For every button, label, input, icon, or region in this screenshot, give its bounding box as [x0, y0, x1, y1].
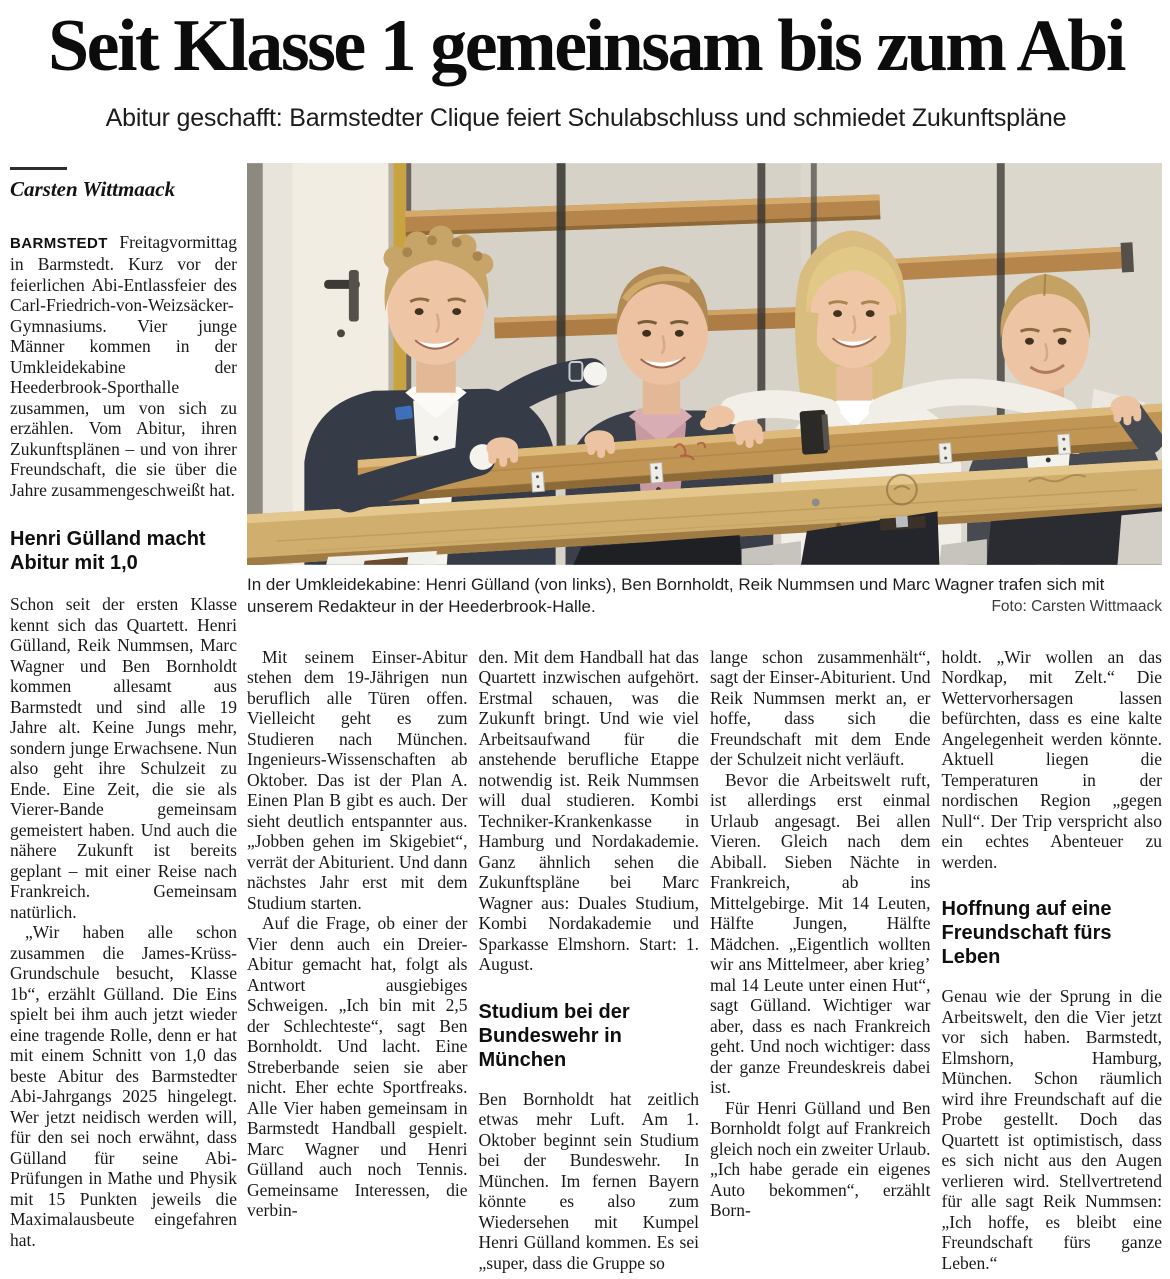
dateline: BARMSTEDT: [10, 234, 108, 252]
column-subhead: Hoffnung auf eine Freundschaft fürs Leben: [941, 898, 1112, 969]
photo-illustration: [247, 163, 1162, 565]
column-2: [247, 647, 468, 1274]
column-subhead: Henri Gülland macht Abitur mit 1,0: [10, 528, 206, 575]
body-paragraph: „Wir haben alle schon zusammen die James-Krüss-Grundschule besucht, Klasse 1b“, erzählt Gülland. Die Eins spielt bei ihm auch jetzt wieder eine tragende Rolle, denn er hat mit einem Schnitt von 1,0 das beste Abitur des Barmstedter Abi-Jahrgangs 2025 hingelegt. Wer jetzt neidisch werden will, für den sei noch erwähnt, dass Gülland für seine Abi-Prüfungen in Mathe und Physik mit 15 Punkten jeweils die Maximalausbeute eingefahren hat.: [10, 922, 237, 1250]
body-paragraph: lange schon zusammenhält“, sagt der Einser-Abiturient. Und Reik Nummsen merkt an, er hoffe, dass sich die Freundschaft mit dem Ende der Schulzeit nicht verläuft.: [710, 646, 931, 770]
body-paragraph: Ben Bornholdt hat zeitlich etwas mehr Luft. Am 1. Oktober beginnt sein Studium bei der Bundeswehr. In München. Im fernen Bayern könnte es also zum Wiedersehen mit Kumpel Henri Gülland kommen. Es sei „super, dass die Gruppe so: [478, 1088, 699, 1273]
body-paragraph: holdt. „Wir wollen an das Nordkap, mit Zelt.“ Die Wettervorhersagen lassen befürchten, dass es eine kalte Angelegenheit werden könnte. Aktuell liegen die Temperaturen in der nordischen Region „gegen Null“. Der Trip verspricht also ein echtes Abenteuer zu werden.: [941, 646, 1162, 872]
article-photo: [247, 163, 1162, 565]
body-paragraph: Auf die Frage, ob einer der Vier denn auch ein Dreier-Abitur gemacht hat, folgt als Antwort ausgiebiges Schweigen. „Ich bin mit 2,5 der Schlechteste“, sagt Ben Bornholdt. Und lacht. Eine Streberbande seien sie aber nicht. Eher echte Sportfreaks. Alle Vier haben gemeinsam in Barmstedt Handball gespielt. Marc Wagner und Henri Gülland auch noch Tennis. Gemeinsame Interessen, die verbin-: [247, 913, 468, 1221]
photo-and-columns: [247, 163, 1162, 1274]
column-4: [710, 647, 931, 1274]
body-paragraph: BARMSTEDT Freitagvormittag in Barmstedt. Kurz vor der feierlichen Abi-Entlassfeier des Carl-Friedrich-von-Weizsäcker-Gymnasiums. Vier junge Männer kommen in der Umkleidekabine der Heederbrook-Sporthalle zusammen, um von sich zu erzählen. Vom Abitur, ihren Zukunftsplänen – und von ihrer Freundschaft, die sie über die Jahre zusammengeschweißt hat.: [10, 231, 237, 500]
byline: Carsten Wittmaack: [10, 176, 176, 201]
body-paragraph: Bevor die Arbeitswelt ruft, ist allerdings erst einmal Urlaub angesagt. Bei allen Vieren. Gleich nach dem Abiball. Sieben Nächte in Frankreich, ab ins Mittelgebirge. Mit 14 Leuten, Hälfte Jungen, Hälfte Mädchen. „Eigentlich wollten wir ans Mittelmeer, aber krieg’ mal 14 Leute unter einen Hut“, sagt Gülland. Wichtiger war aber, dass es nach Frankreich geht. Und noch wichtiger: dass der ganze Freundeskreis dabei ist.: [710, 769, 931, 1098]
body-paragraph: Mit seinem Einser-Abitur stehen dem 19-Jährigen nun beruflich alle Türen offen. Vielleicht geht es zum Studieren nach München. Ingenieurs-Wissenschaften ab Oktober. Das ist der Plan A. Einen Plan B gibt es auch. Der sieht deutlich entspannter aus. „Jobben gehen im Skigebiet“, verrät der Abiturient. Und dann nächstes Jahr erst mit dem Studium starten.: [247, 646, 468, 913]
article-body: [10, 163, 1162, 1274]
headline: Seit Klasse 1 gemeinsam bis zum Abi: [48, 5, 1124, 87]
column-5: [942, 647, 1163, 1274]
column-subhead: Studium bei der Bundeswehr in München: [478, 1000, 630, 1071]
column-1: [10, 163, 237, 1274]
column-3: [479, 647, 700, 1274]
body-paragraph: Genau wie der Sprung in die Arbeitswelt, den die Vier jetzt vor sich haben. Barmstedt, Elmshorn, Hamburg, München. Schon räumlich wird ihre Freundschaft auf die Probe gestellt. Doch das Quartett ist optimistisch, dass es sich nicht aus den Augen verlieren wird. Stellvertretend für alle sagt Reik Nummsen: „Ich hoffe, es bleibt eine Freundschaft fürs ganze Leben.“: [941, 986, 1162, 1273]
photo-caption-row: [247, 574, 1162, 618]
text-columns: [247, 647, 1162, 1274]
subheadline: Abitur geschafft: Barmstedter Clique feiert Schulabschluss und schmiedet Zukunftspläne: [105, 103, 1067, 132]
photo-credit: Foto: Carsten Wittmaack: [991, 597, 1162, 615]
body-paragraph: den. Mit dem Handball hat das Quartett inzwischen aufgehört. Erstmal schauen, was die Zukunft bringt. Und wie viel Arbeitsaufwand für die anstehende berufliche Etappe notwendig ist. Reik Nummsen will dual studieren. Kombi Techniker-Krankenkasse in Hamburg und Nordakademie. Ganz ähnlich sehen die Zukunftspläne bei Marc Wagner aus: Duales Studium, Kombi Nordakademie und Sparkasse Elmshorn. Start: 1. August.: [478, 646, 699, 975]
byline-rule: [10, 167, 67, 170]
photo-caption: In der Umkleidekabine: Henri Gülland (von links), Ben Bornholdt, Reik Nummsen und Marc Wagner trafen sich mit unserem Redakteur in der Heederbrook-Halle.: [247, 574, 1105, 616]
body-paragraph: Für Henri Gülland und Ben Bornholdt folgt auf Frankreich gleich noch ein zweiter Urlaub. „Ich habe gerade ein eigenes Auto bekommen“, erzählt Born-: [710, 1097, 931, 1221]
body-paragraph: Schon seit der ersten Klasse kennt sich das Quartett. Henri Gülland, Reik Nummsen, Marc Wagner und Ben Bornholdt kommen allesamt aus Barmstedt und sind alle 19 Jahre alt. Keine Jungs mehr, sondern junge Erwachsene. Nun also geht ihre Schulzeit zu Ende. Eine Zeit, die sie als Vierer-Bande gemeinsam gemeistert haben. Und auch die nähere Zukunft ist bereits geplant – mit einer Reise nach Frankreich. Gemeinsam natürlich.: [10, 594, 237, 922]
column-1-text: [10, 232, 237, 1251]
